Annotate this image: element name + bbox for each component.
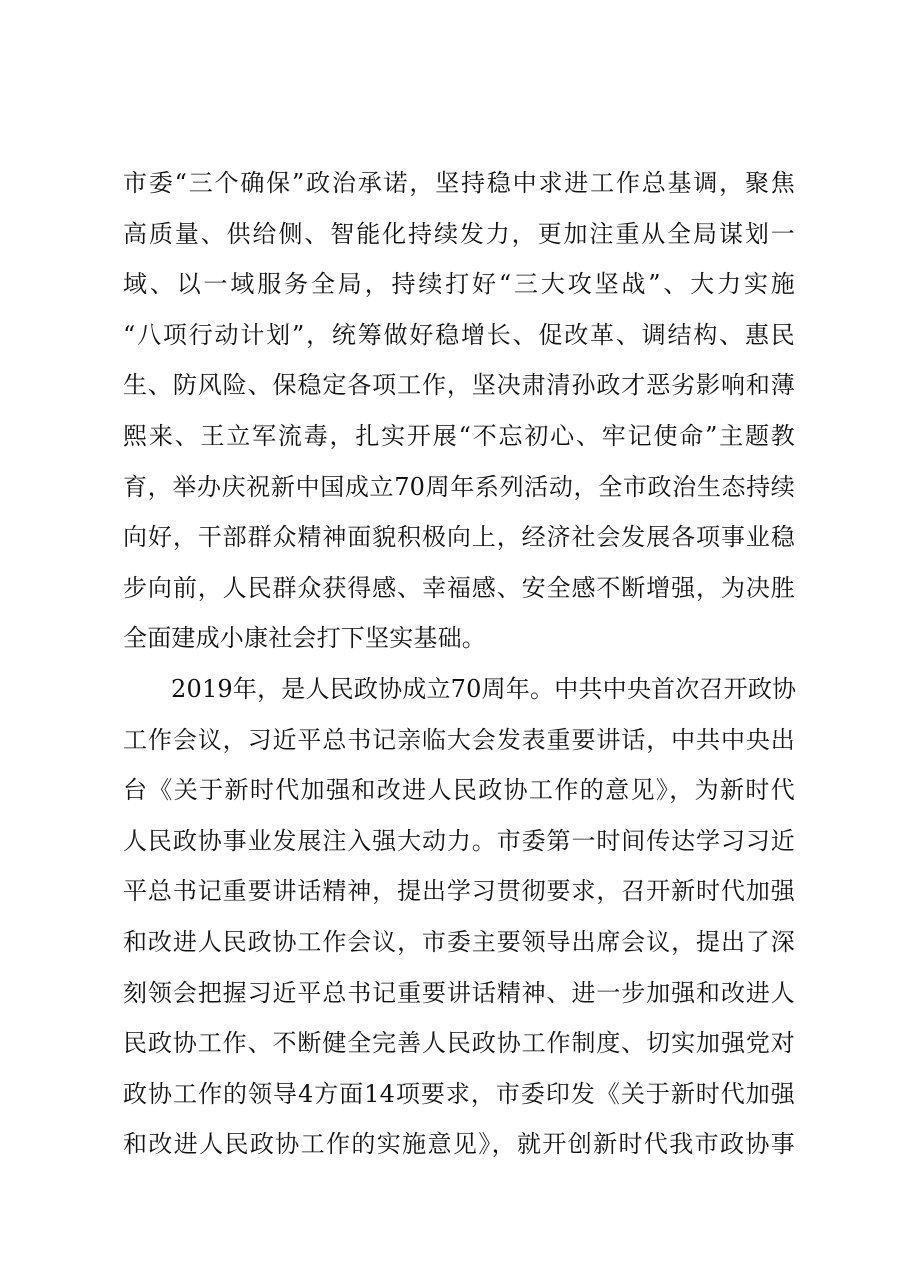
text-line: 市委“三个确保”政治承诺，坚持稳中求进工作总基调，聚焦 <box>123 169 795 197</box>
text-line: 工作会议，习近平总书记亲临大会发表重要讲话，中共中央出 <box>123 725 795 754</box>
text-line: 和改进人民政协工作的实施意见》，就开创新时代我市政协事 <box>123 1130 795 1159</box>
text-line: 全面建成小康社会打下坚实基础。 <box>123 624 486 653</box>
text-line: 政协工作的领导4方面14项要求，市委印发《关于新时代加强 <box>123 1079 795 1108</box>
text-line: 民政协工作、不断健全完善人民政协工作制度、切实加强党对 <box>123 1029 795 1058</box>
text-line: 域、以一域服务全局，持续打好“三大攻坚战”、大力实施 <box>123 270 795 299</box>
text-line: 向好，干部群众精神面貌积极向上，经济社会发展各项事业稳 <box>123 523 795 552</box>
paragraph-1 <box>123 158 795 664</box>
text-line: 熙来、王立军流毒，扎实开展“不忘初心、牢记使命”主题教 <box>123 421 795 450</box>
text-line: 高质量、供给侧、智能化持续发力，更加注重从全局谋划一 <box>123 219 795 248</box>
text-line: 生、防风险、保稳定各项工作，坚决肃清孙政才恶劣影响和薄 <box>123 371 795 400</box>
text-line: 育，举办庆祝新中国成立70周年系列活动，全市政治生态持续 <box>123 472 795 501</box>
text-line: 人民政协事业发展注入强大动力。市委第一时间传达学习习近 <box>123 826 795 855</box>
paragraph-2 <box>123 664 795 1170</box>
text-line: “八项行动计划”，统筹做好稳增长、促改革、调结构、惠民 <box>123 320 795 349</box>
text-line: 步向前，人民群众获得感、幸福感、安全感不断增强，为决胜 <box>123 573 795 602</box>
text-line: 平总书记重要讲话精神，提出学习贯彻要求，召开新时代加强 <box>123 877 795 906</box>
text-line: 刻领会把握习近平总书记重要讲话精神、进一步加强和改进人 <box>123 978 795 1007</box>
text-line: 台《关于新时代加强和改进人民政协工作的意见》，为新时代 <box>123 776 795 805</box>
text-line: 和改进人民政协工作会议，市委主要领导出席会议，提出了深 <box>123 927 795 956</box>
document-body <box>123 158 795 1170</box>
text-line: 2019年，是人民政协成立70周年。中共中央首次召开政协 <box>171 674 797 703</box>
